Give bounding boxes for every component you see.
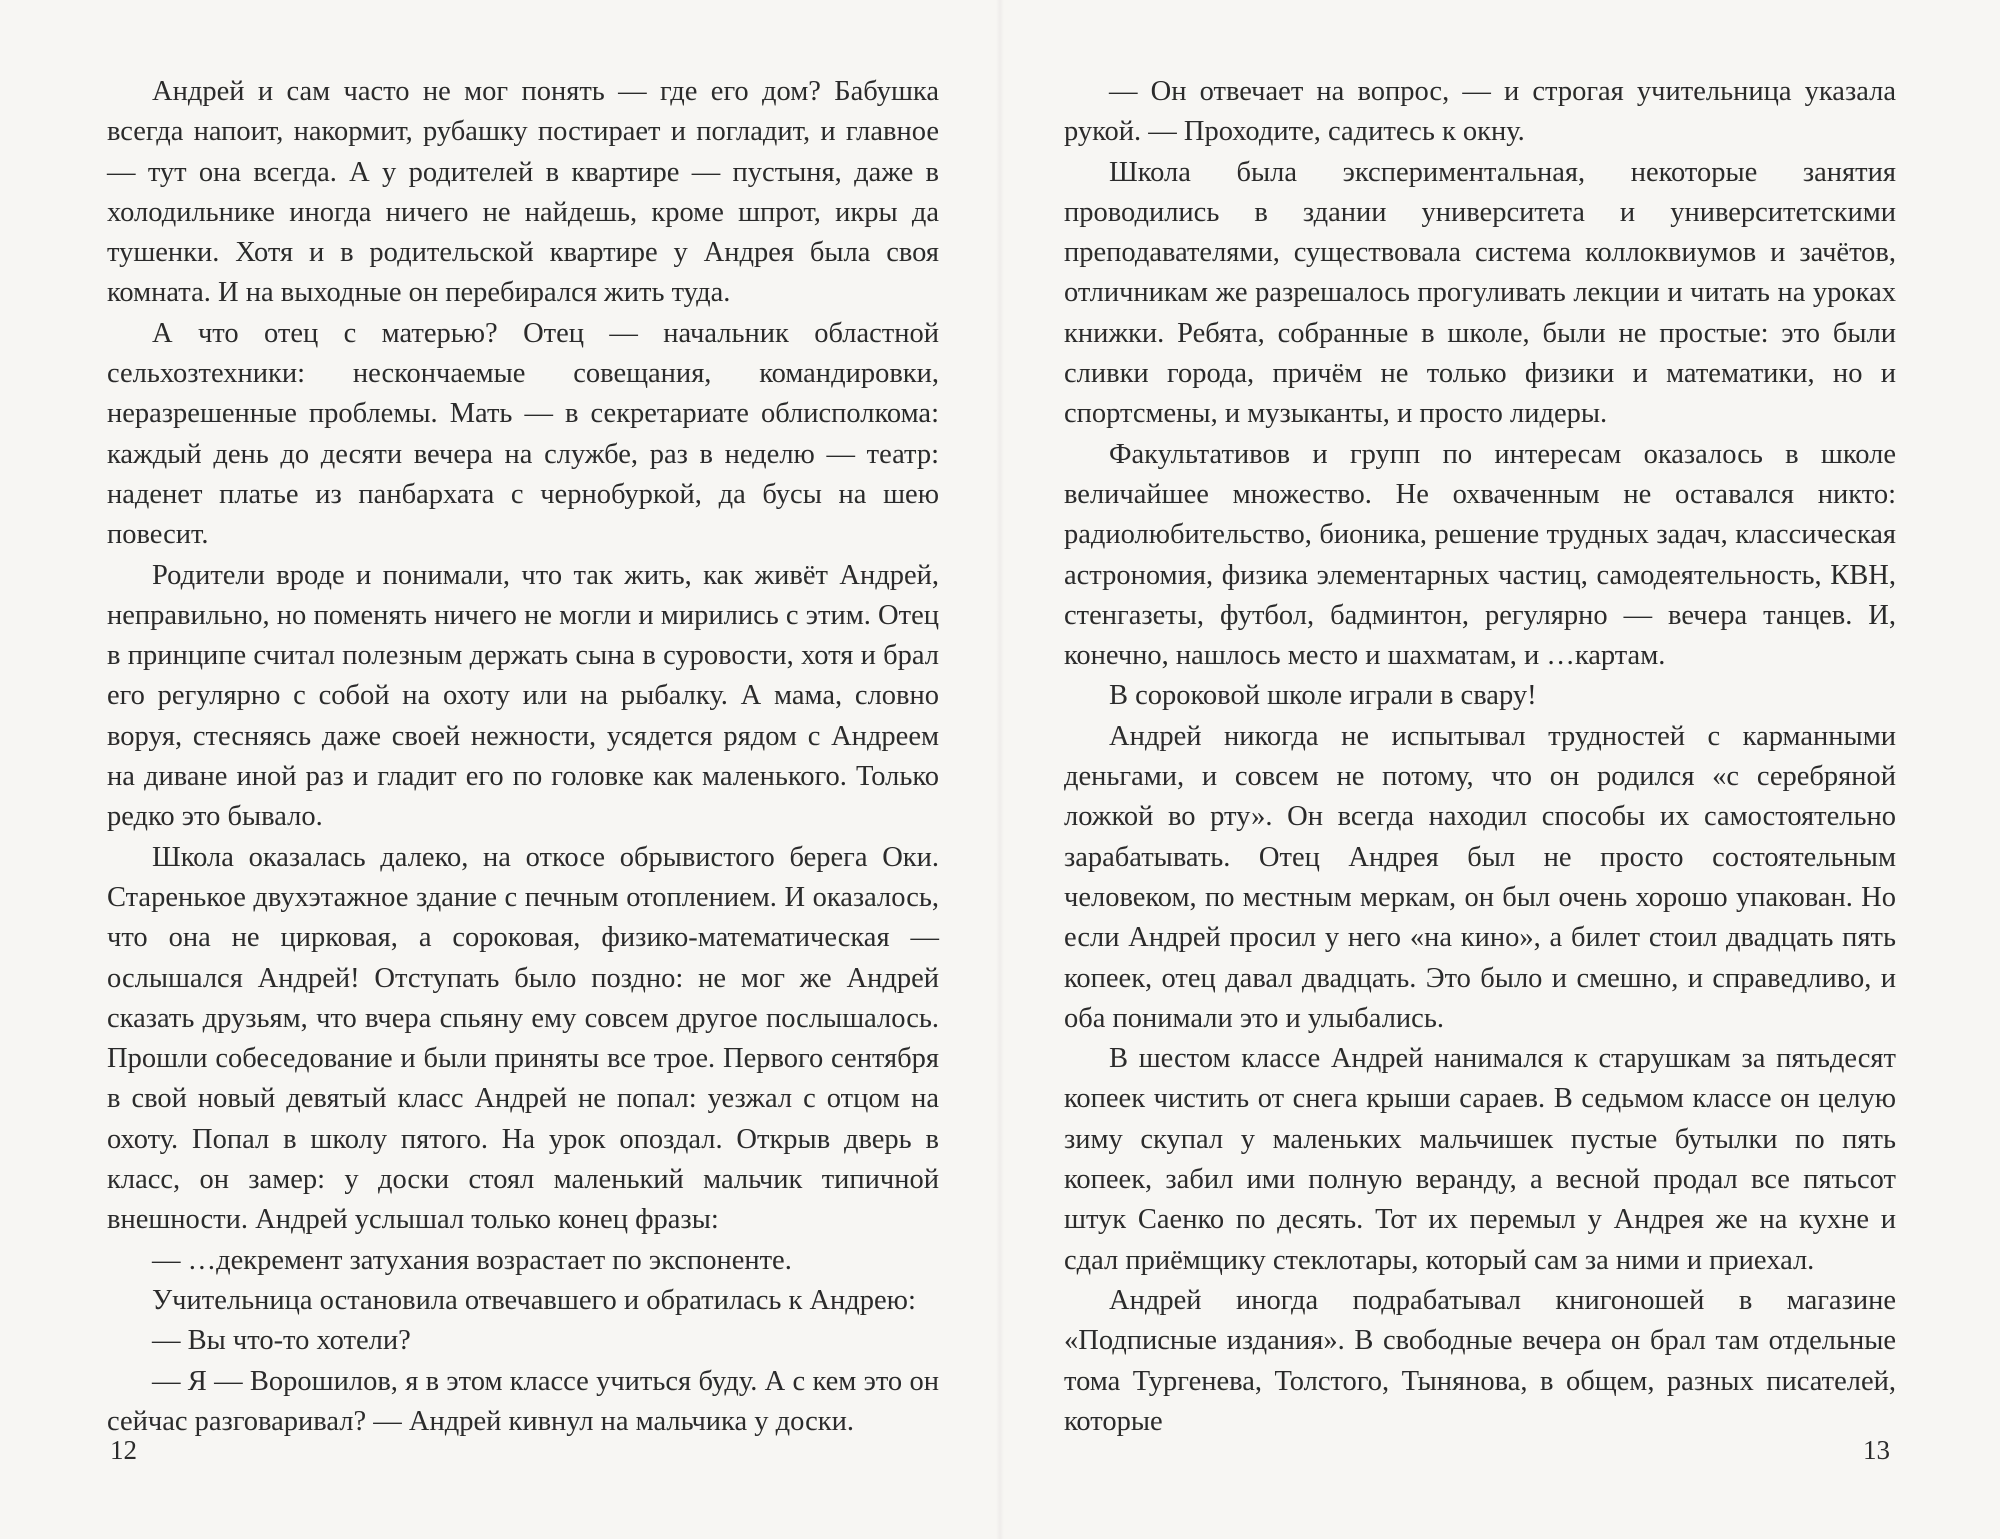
right-page (1064, 72, 1896, 1472)
paragraph: А что отец с матерью? Отец — начальник областной сельхозтехники: нескончаемые совещания, командировки, неразрешенные проблемы. Мать — в секретариате облисполкома: каждый день до десяти вечера на службе, раз в неделю — театр: наденет платье из панбархата с чернобуркой, да бусы на шею повесит. (107, 317, 939, 551)
book-gutter (996, 0, 1004, 1539)
dialogue-line: — …декремент затухания возрастает по экспоненте. (152, 1244, 792, 1276)
page-number: 13 (1863, 1435, 1890, 1465)
paragraph: Андрей никогда не испытывал трудностей с карманными деньгами, и совсем не потому, что он родился «с серебряной ложкой во рту». Он всегда находил способы их самостоятельно зарабатывать. Отец Андрея был не просто состоятельным человеком, по местным меркам, он был очень хорошо упакован. Но если Андрей просил у него «на кино», а билет стоил двадцать пять копеек, отец давал двадцать. Это было и смешно, и справедливо, и оба понимали это и улыбались. (1064, 720, 1896, 1034)
paragraph: В сороковой школе играли в свару! (1109, 680, 1537, 712)
paragraph: В шестом классе Андрей нанимался к старушкам за пятьдесят копеек чистить от снега крыши сараев. В седьмом классе он целую зиму скупал у маленьких мальчишек пустые бутылки по пять копеек, забил ими полную веранду, а весной продал все пятьсот штук Саенко по десять. Тот их перемыл у Андрея же на кухне и сдал приёмщику стеклотары, который сам за ними и приехал. (1064, 1043, 1896, 1276)
dialogue-line: — Вы что-то хотели? (152, 1325, 411, 1357)
dialogue-line: — Он отвечает на вопрос, — и строгая учительница указала рукой. — Проходите, садитесь к окну. (1064, 76, 1896, 148)
paragraph: Школа была экспериментальная, некоторые занятия проводились в здании университета и университетскими преподавателями, существовала система коллоквиумов и зачётов, отличникам же разрешалось прогуливать лекции и читать на уроках книжки. Ребята, собранные в школе, были не простые: это были сливки города, причём не только физики и математики, но и спортсмены, и музыканты, и просто лидеры. (1064, 156, 1896, 430)
paragraph: Факультативов и групп по интересам оказалось в школе величайшее множество. Не охваченным не оставался никто: радиолюбительство, бионика, решение трудных задач, классическая астрономия, физика элементарных частиц, самодеятельность, КВН, стенгазеты, футбол, бадминтон, регулярно — вечера танцев. И, конечно, нашлось место и шахматам, и …картам. (1064, 438, 1896, 672)
left-page (107, 72, 939, 1472)
paragraph: Андрей иногда подрабатывал книгоношей в магазине «Подписные издания». В свободные вечера он брал там отдельные тома Тургенева, Толстого, Тынянова, в общем, разных писателей, которые (1064, 1284, 1896, 1437)
paragraph: Учительница остановила отвечавшего и обратилась к Андрею: (152, 1284, 916, 1316)
paragraph: Андрей и сам часто не мог понять — где его дом? Бабушка всегда напоит, накормит, рубашку постирает и погладит, и главное — тут она всегда. А у родителей в квартире — пустыня, даже в холодильнике иногда ничего не найдешь, кроме шпрот, икры да тушенки. Хотя и в родительской квартире у Андрея была своя комната. И на выходные он перебирался жить туда. (107, 76, 939, 309)
right-page-text (1064, 72, 1896, 1442)
left-page-text (107, 72, 939, 1442)
page-number: 12 (110, 1435, 137, 1465)
dialogue-line: — Я — Ворошилов, я в этом классе учиться буду. А с кем это он сейчас разговаривал? — Андрей кивнул на мальчика у доски. (107, 1365, 939, 1437)
paragraph: Школа оказалась далеко, на откосе обрывистого берега Оки. Старенькое двухэтажное здание с печным отоплением. И оказалось, что она не цирковая, а сороковая, физико-математическая — ослышался Андрей! Отступать было поздно: не мог же Андрей сказать друзьям, что вчера спьяну ему совсем другое послышалось. Прошли собеседование и были приняты все трое. Первого сентября в свой новый девятый класс Андрей не попал: уезжал с отцом на охоту. Попал в школу пятого. На урок опоздал. Открыв дверь в класс, он замер: у доски стоял маленький мальчик типичной внешности. Андрей услышал только конец фразы: (107, 841, 939, 1236)
paragraph: Родители вроде и понимали, что так жить, как живёт Андрей, неправильно, но поменять ничего не могли и мирились с этим. Отец в принципе считал полезным держать сына в суровости, хотя и брал его регулярно с собой на охоту или на рыбалку. А мама, словно воруя, стесняясь даже своей нежности, усядется рядом с Андреем на диване иной раз и гладит его по головке как маленького. Только редко это бывало. (107, 559, 939, 833)
